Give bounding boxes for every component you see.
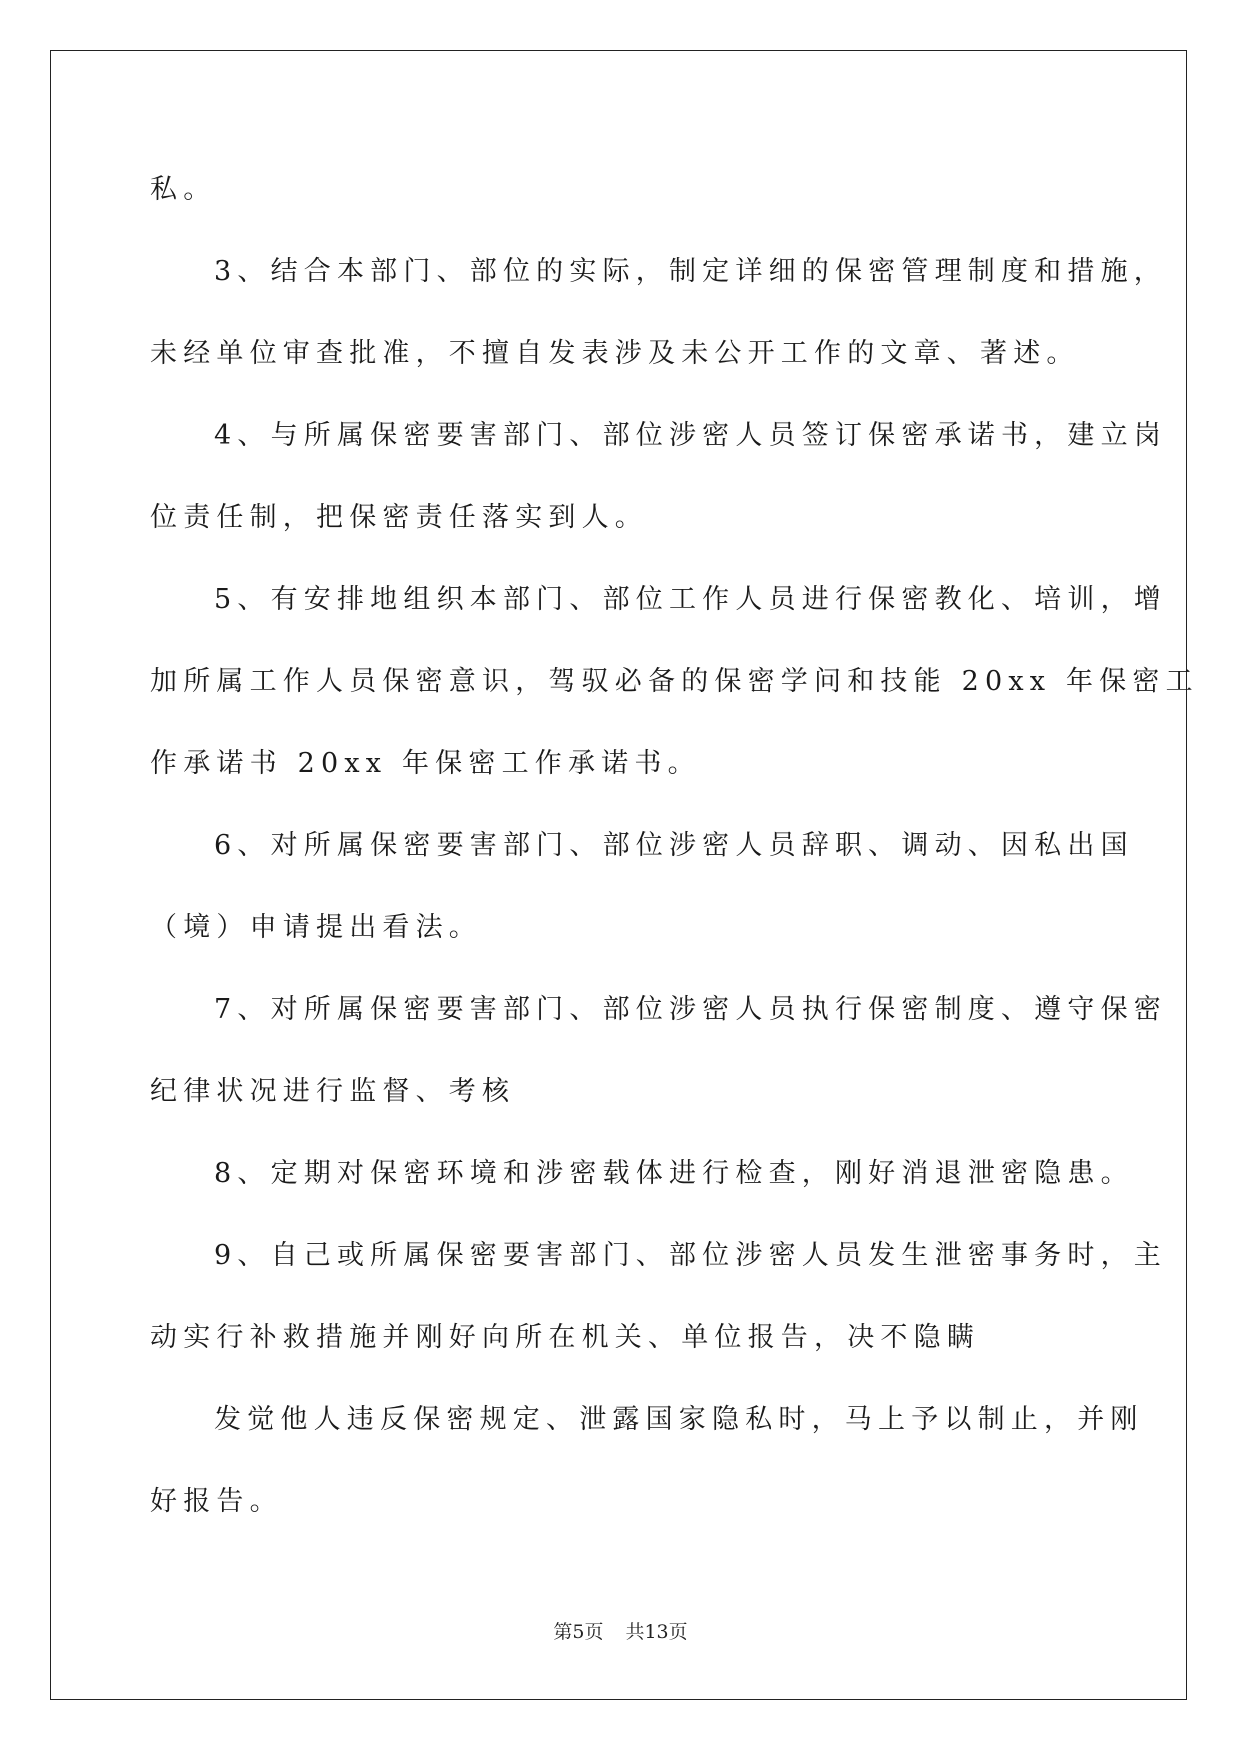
paragraph-line: 纪律状况进行监督、考核 [150,1076,516,1107]
paragraph-line: 作承诺书 20xx 年保密工作承诺书。 [150,748,701,779]
paragraph-line: 未经单位审查批准，不擅自发表涉及未公开工作的文章、著述。 [150,338,1080,369]
paragraph-line: 私。 [150,174,217,205]
paragraph-line: 8、定期对保密环境和涉密载体进行检查，刚好消退泄密隐患。 [214,1158,1134,1189]
paragraph-line: 动实行补救措施并刚好向所在机关、单位报告，决不隐瞒 [150,1322,980,1353]
paragraph-line: 位责任制，把保密责任落实到人。 [150,502,648,533]
page-number: 第5页 [553,1621,604,1643]
paragraph-line: 4、与所属保密要害部门、部位涉密人员签订保密承诺书，建立岗 [214,420,1167,451]
paragraph-line: 3、结合本部门、部位的实际，制定详细的保密管理制度和措施， [214,256,1167,287]
paragraph-line: 6、对所属保密要害部门、部位涉密人员辞职、调动、因私出国 [214,830,1134,861]
paragraph-line: 好报告。 [150,1486,283,1517]
paragraph-line: 发觉他人违反保密规定、泄露国家隐私时，马上予以制止，并刚 [214,1404,1144,1435]
page-footer [0,1617,1241,1644]
page-total: 共13页 [625,1621,688,1643]
paragraph-line: 7、对所属保密要害部门、部位涉密人员执行保密制度、遵守保密 [214,994,1167,1025]
paragraph-line: 9、自己或所属保密要害部门、部位涉密人员发生泄密事务时，主 [214,1240,1167,1271]
paragraph-line: （境）申请提出看法。 [150,912,482,943]
paragraph-line: 5、有安排地组织本部门、部位工作人员进行保密教化、培训，增 [214,584,1167,615]
paragraph-line: 加所属工作人员保密意识，驾驭必备的保密学问和技能 20xx 年保密工 [150,666,1199,697]
document-body [150,160,1199,1554]
